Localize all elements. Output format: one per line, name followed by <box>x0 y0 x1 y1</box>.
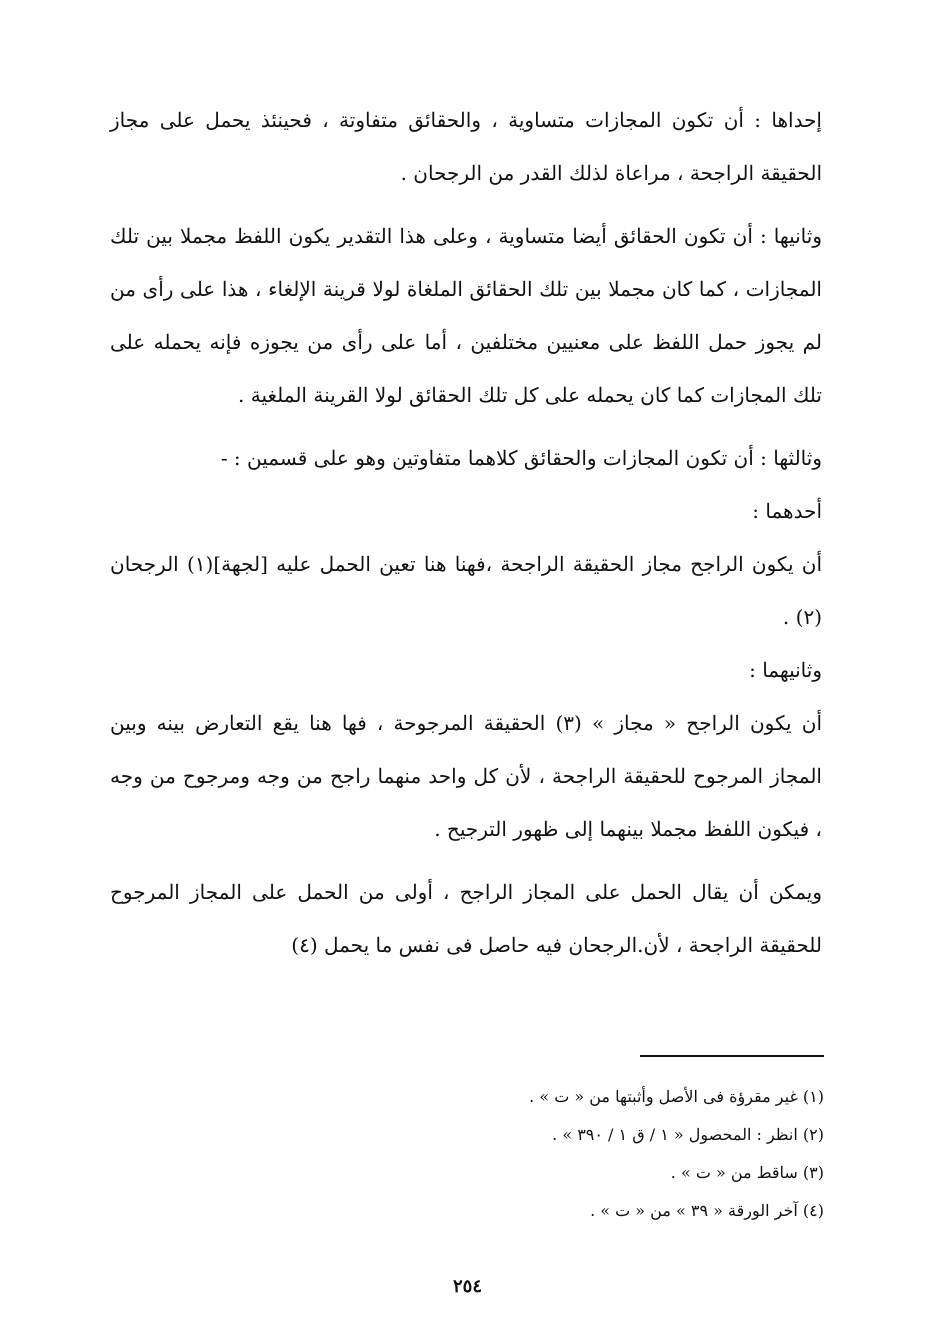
subheading-first-case: أحدهما : <box>752 499 822 523</box>
footnote-item: (٣) ساقط من « ت » . <box>670 1163 824 1182</box>
footnote-item: (٤) آخر الورقة « ٣٩ » من « ت » . <box>590 1201 824 1220</box>
footnote-divider <box>640 1055 824 1057</box>
main-text-block <box>110 94 822 972</box>
footnotes-block <box>400 1078 824 1230</box>
paragraph-third: وثالثها : أن تكون المجازات والحقائق كلاهما متفاوتين وهو على قسمين : - <box>220 446 822 470</box>
paragraph-second: وثانيها : أن تكون الحقائق أيضا متساوية ، وعلى هذا التقدير يكون اللفظ مجملا بين تلك المجازات ، كما كان مجملا بين تلك الحقائق الملغاة لولا قرينة الإلغاء ، هذا على رأى من لم يجوز حمل اللفظ على معنيين مختلفين ، أما على رأى من يجوزه فإنه يحمله على تلك المجازات كما كان يحمله على كل تلك الحقائق لولا القرينة الملغية . <box>110 224 823 407</box>
paragraph-closing: ويمكن أن يقال الحمل على المجاز الراجح ، أولى من الحمل على المجاز المرجوح للحقيقة الراجحة ، لأن.الرجحان فيه حاصل فى نفس ما يحمل (٤) <box>110 880 823 957</box>
footnote-item: (١) غير مقرؤة فى الأصل وأثبتها من « ت » . <box>529 1087 824 1106</box>
page-number: ٢٥٤ <box>452 1276 482 1297</box>
footnote-item: (٢) انظر : المحصول « ١ / ق ١ / ٣٩٠ » . <box>552 1125 824 1144</box>
subheading-second-case: وثانيهما : <box>749 658 822 682</box>
paragraph-second-case: أن يكون الراجح « مجاز » (٣) الحقيقة المرجوحة ، فها هنا يقع التعارض بينه وبين المجاز المرجوح للحقيقة الراجحة ، لأن كل واحد منهما راجح من وجه ومرجوح من وجه ، فيكون اللفظ مجملا بينهما إلى ظهور الترجيح . <box>110 711 823 841</box>
paragraph-first: إحداها : أن تكون المجازات متساوية ، والحقائق متفاوتة ، فحينئذ يحمل على مجاز الحقيقة الراجحة ، مراعاة لذلك القدر من الرجحان . <box>110 108 822 185</box>
paragraph-first-case: أن يكون الراجح مجاز الحقيقة الراجحة ،فهنا هنا تعين الحمل عليه [لجهة](١) الرجحان (٢) . <box>110 552 823 629</box>
